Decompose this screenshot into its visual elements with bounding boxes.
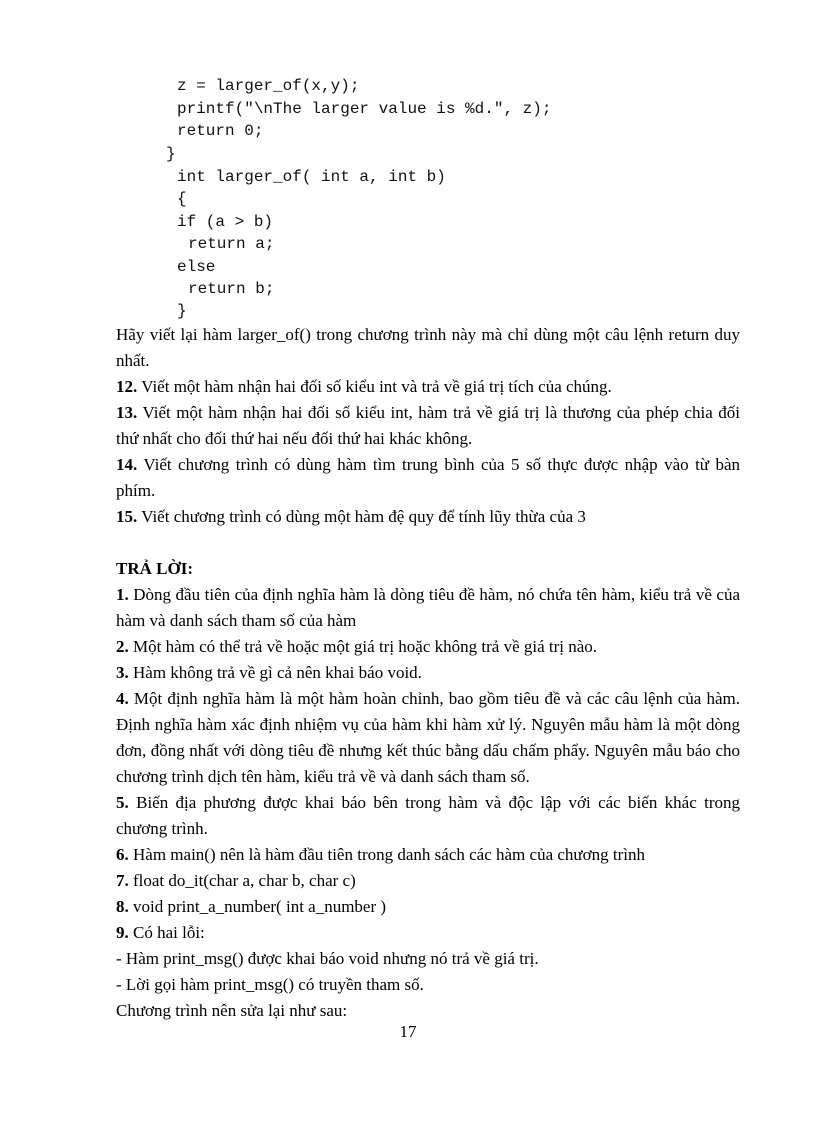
exercise-item [116,374,740,400]
answer-item [116,686,740,790]
code-block [0,0,552,320]
exercise-item [116,504,740,530]
item-number: 2. [116,637,129,656]
item-number: 9. [116,923,129,942]
answer-item [116,634,740,660]
item-number: 4. [116,689,129,708]
item-text: Viết chương trình có dùng một hàm đệ quy để tính lũy thừa của 3 [137,507,586,526]
item-number: 15. [116,507,138,526]
answer-item [116,868,740,894]
item-text: Dòng đầu tiên của định nghĩa hàm là dòng tiêu đề hàm, nó chứa tên hàm, kiểu trả về của hàm và danh sách tham số của hàm [116,585,740,630]
code-line: return a; [188,235,275,253]
item-text: Biến địa phương được khai báo bên trong hàm và độc lập với các biến khác trong chương trình. [116,793,740,838]
code-line: int larger_of( int a, int b) [177,168,446,186]
item-text: Viết chương trình có dùng hàm tìm trung bình của 5 số thực được nhập vào từ bàn phím. [116,455,740,500]
item-number: 8. [116,897,129,916]
item-number: 7. [116,871,129,890]
code-line: } [177,302,187,320]
item-number: 13. [116,403,138,422]
item-number: 5. [116,793,129,812]
item-text: float do_it(char a, char b, char c) [128,871,356,890]
exercise-item [116,452,740,504]
code-line: printf("\nThe larger value is %d.", z); [177,100,552,118]
exercise-item [116,400,740,452]
error-note: - Hàm print_msg() được khai báo void nhưng nó trả về giá trị. [116,949,539,968]
item-text: Viết một hàm nhận hai đối số kiểu int và trả về giá trị tích của chúng. [137,377,612,396]
code-line: } [166,145,176,163]
item-text: Một định nghĩa hàm là một hàm hoàn chỉnh, bao gồm tiêu đề và các câu lệnh của hàm. Định nghĩa hàm xác định nhiệm vụ của hàm khi hàm xử lý. Nguyên mẫu hàm là một dòng đơn, đồng nhất với dòng tiêu đề nhưng kết thúc bằng dấu chấm phẩy. Nguyên mẫu báo cho chương trình dịch tên hàm, kiểu trả về và danh sách tham số. [116,689,740,786]
error-note: - Lời gọi hàm print_msg() có truyền tham số. [116,975,424,994]
code-line: else [177,258,216,276]
answer-item [116,894,740,920]
code-line: z = larger_of(x,y); [177,77,360,95]
answer-item [116,660,740,686]
answer-item [116,920,740,946]
item-text: Hàm main() nên là hàm đầu tiên trong danh sách các hàm của chương trình [128,845,645,864]
item-text: Viết một hàm nhận hai đối số kiểu int, hàm trả về giá trị là thương của phép chia đối thứ nhất cho đối thứ hai nếu đối thứ hai khác không. [116,403,740,448]
item-text: void print_a_number( int a_number ) [128,897,387,916]
item-number: 1. [116,585,129,604]
answers-heading: TRẢ LỜI: [116,559,193,578]
code-line: { [177,190,187,208]
item-text: Hàm không trả về gì cả nên khai báo void. [128,663,422,682]
exercise-intro: Hãy viết lại hàm larger_of() trong chương trình này mà chỉ dùng một câu lệnh return duy nhất. [116,325,740,370]
item-number: 3. [116,663,129,682]
code-line: return b; [188,280,275,298]
page-number: 17 [399,1022,417,1041]
item-number: 14. [116,455,138,474]
closing-line: Chương trình nên sửa lại như sau: [116,1001,348,1020]
answer-item [116,790,740,842]
body-text [116,322,740,1024]
code-line: return 0; [177,122,264,140]
item-number: 12. [116,377,138,396]
answer-item [116,842,740,868]
answer-item [116,582,740,634]
code-line: if (a > b) [177,213,274,231]
item-number: 6. [116,845,129,864]
item-text: Có hai lỗi: [128,923,205,942]
item-text: Một hàm có thể trả về hoặc một giá trị hoặc không trả về giá trị nào. [128,637,598,656]
